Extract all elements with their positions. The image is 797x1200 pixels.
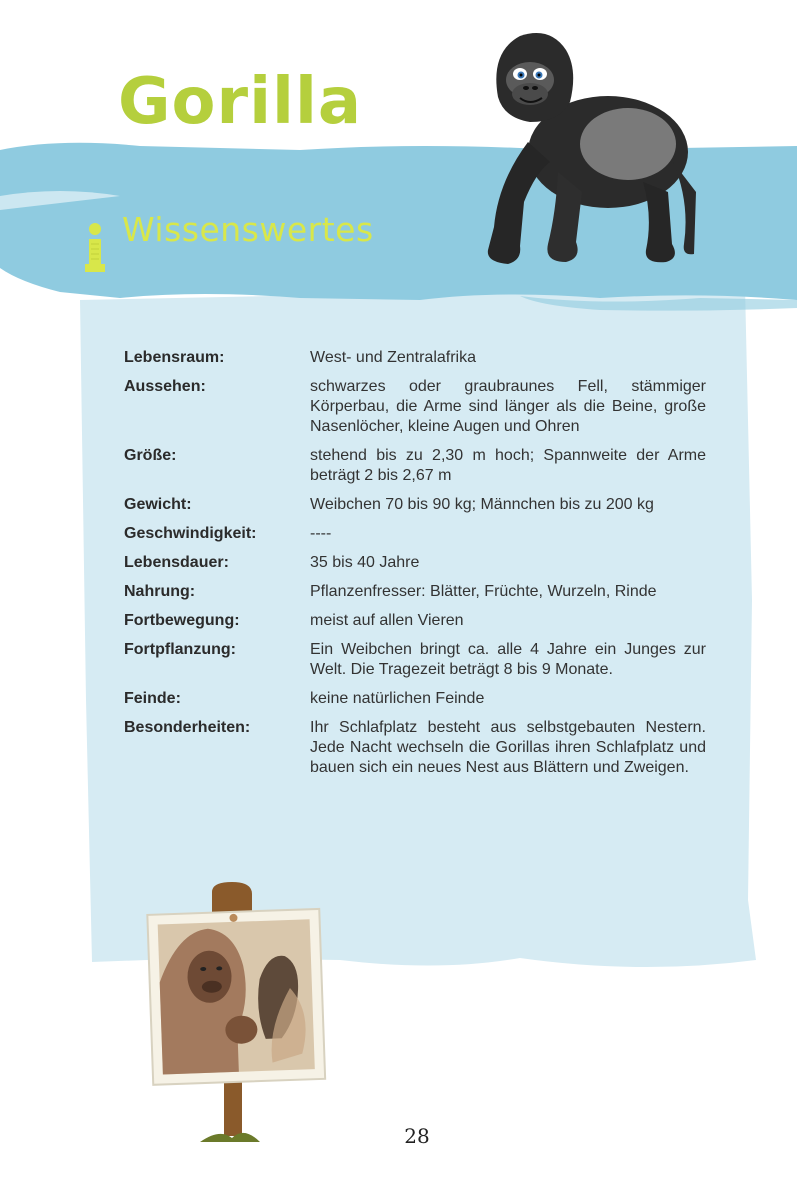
fact-value: 35 bis 40 Jahre bbox=[310, 554, 420, 571]
fact-value: keine natürlichen Feinde bbox=[310, 690, 485, 707]
fact-label: Geschwindigkeit: bbox=[124, 525, 257, 542]
fact-row-enemies bbox=[124, 689, 706, 709]
fact-value: West- und Zentralafrika bbox=[310, 349, 476, 366]
section-heading: Wissenswertes bbox=[122, 210, 374, 249]
fact-label: Fortbewegung: bbox=[124, 612, 240, 629]
fact-row-lifespan bbox=[124, 553, 706, 573]
fact-label: Lebensdauer: bbox=[124, 554, 229, 571]
fact-value: Ihr Schlafplatz besteht aus selbstgebauten Nestern. Jede Nacht wechseln die Gorillas ihren Schlafplatz und bauen sich ein neues Nest aus Blättern und Zweigen. bbox=[310, 719, 706, 776]
fact-label: Aussehen: bbox=[124, 378, 206, 395]
fact-label: Fortpflanzung: bbox=[124, 641, 236, 658]
fact-label: Lebensraum: bbox=[124, 349, 225, 366]
fact-label: Größe: bbox=[124, 447, 177, 464]
fact-row-food bbox=[124, 582, 706, 602]
fact-label: Gewicht: bbox=[124, 496, 192, 513]
signpost-with-drawing bbox=[140, 880, 340, 1150]
fact-row-weight bbox=[124, 495, 706, 515]
fact-value: Pflanzenfresser: Blätter, Früchte, Wurzeln, Rinde bbox=[310, 583, 657, 600]
fact-row-size bbox=[124, 446, 706, 486]
page-number: 28 bbox=[404, 1124, 430, 1148]
fact-row-appearance bbox=[124, 377, 706, 437]
fact-label: Nahrung: bbox=[124, 583, 196, 600]
page-title: Gorilla bbox=[118, 65, 363, 139]
gorilla-cartoon-illustration bbox=[458, 22, 698, 270]
fact-label: Besonderheiten: bbox=[124, 719, 251, 736]
fact-value: Weibchen 70 bis 90 kg; Männchen bis zu 200 kg bbox=[310, 496, 654, 513]
fact-value: meist auf allen Vieren bbox=[310, 612, 464, 629]
fact-value: schwarzes oder graubraunes Fell, stämmiger Körperbau, die Arme sind länger als die Beine, große Nasenlöcher, kleine Augen und Ohren bbox=[310, 378, 706, 435]
fact-row-reproduction bbox=[124, 640, 706, 680]
fact-value: stehend bis zu 2,30 m hoch; Spannweite der Arme beträgt 2 bis 2,67 m bbox=[310, 447, 706, 484]
facts-list bbox=[124, 348, 706, 787]
fact-row-habitat bbox=[124, 348, 706, 368]
fact-row-special bbox=[124, 718, 706, 778]
fact-row-speed bbox=[124, 524, 706, 544]
fact-value: ---- bbox=[310, 525, 332, 542]
fact-label: Feinde: bbox=[124, 690, 181, 707]
fact-row-locomotion bbox=[124, 611, 706, 631]
info-icon bbox=[82, 222, 108, 274]
fact-value: Ein Weibchen bringt ca. alle 4 Jahre ein Junges zur Welt. Die Tragezeit beträgt 8 bis 9 Monate. bbox=[310, 641, 706, 678]
